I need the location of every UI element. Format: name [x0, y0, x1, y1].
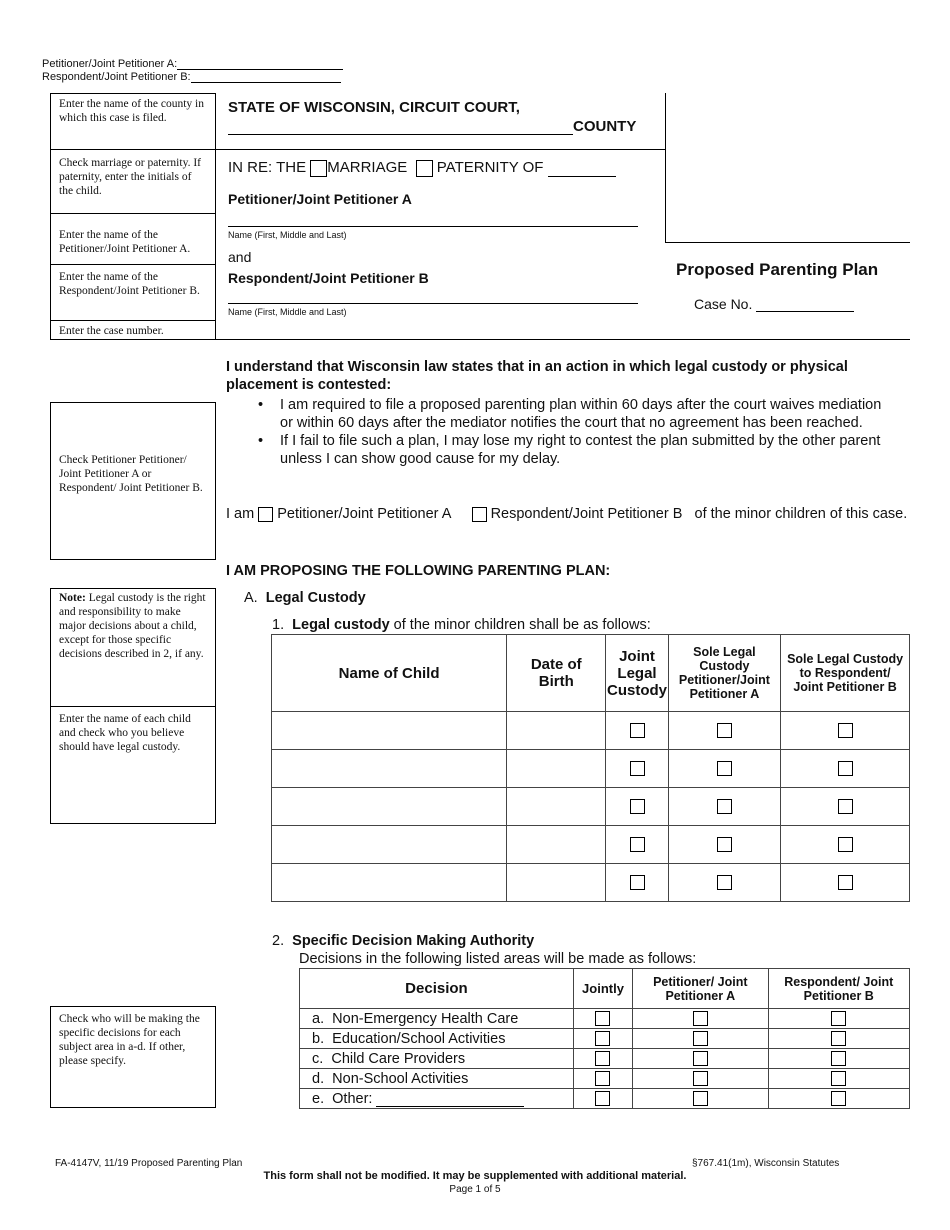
custody-col-sole-b: Sole Legal Custody to Respondent/ Joint Petitioner B: [781, 635, 910, 712]
sidebar-caseno-note: [51, 321, 215, 341]
custody-row: [272, 788, 910, 826]
case-number-input[interactable]: [756, 299, 854, 312]
child-dob-cell[interactable]: [507, 864, 606, 902]
paternity-checkbox[interactable]: [416, 160, 433, 177]
sole-a-cell: [668, 750, 780, 788]
respondent-checkbox[interactable]: [831, 1091, 846, 1106]
joint-checkbox[interactable]: [630, 723, 645, 738]
caption-box-bottom: [665, 242, 910, 243]
paternity-initials-input[interactable]: [548, 162, 616, 177]
custody-col-joint: Joint Legal Custody: [606, 635, 668, 712]
other-decision-input[interactable]: [376, 1094, 524, 1107]
decision-row: [300, 1049, 910, 1069]
decision-label: Child Care Providers: [331, 1050, 466, 1067]
sidebar-county-text: Enter the name of the county in which this case is filed.: [59, 98, 204, 124]
respondent-b-option: Respondent/Joint Petitioner B: [490, 506, 683, 522]
jointly-checkbox[interactable]: [595, 1031, 610, 1046]
footer-notice: This form shall not be modified. It may be supplemented with additional material.: [263, 1170, 687, 1182]
item-1-text: of the minor children shall be as follows:: [389, 617, 651, 633]
custody-row: [272, 750, 910, 788]
custody-side-notes: [50, 588, 216, 824]
decision-col-respondent: Respondent/ Joint Petitioner B: [768, 969, 909, 1009]
court-label: STATE OF WISCONSIN, CIRCUIT COURT,: [228, 99, 520, 116]
section-a-title: Legal Custody: [265, 590, 366, 606]
joint-checkbox[interactable]: [630, 837, 645, 852]
jointly-cell: [573, 1049, 632, 1069]
petitioner-name-hint: Name (First, Middle and Last): [228, 230, 347, 240]
child-dob-cell[interactable]: [507, 826, 606, 864]
respondent-checkbox[interactable]: [831, 1071, 846, 1086]
item-1-number: 1.: [272, 617, 285, 633]
decision-label-cell: [300, 1089, 574, 1109]
paternity-label: PATERNITY OF: [436, 159, 544, 176]
sidebar-respondent-note: [51, 265, 215, 321]
sidebar-petitioner-note: [51, 214, 215, 265]
decision-letter: b.: [312, 1030, 325, 1047]
decision-label-cell: [300, 1009, 574, 1029]
joint-cell: [606, 788, 668, 826]
child-dob-cell[interactable]: [507, 788, 606, 826]
child-dob-cell[interactable]: [507, 750, 606, 788]
footer-page: Page 1 of 5: [449, 1184, 501, 1195]
decision-label: Non-Emergency Health Care: [332, 1010, 519, 1027]
sidebar-marriage-text: Check marriage or paternity. If paternity, enter the initials of the child.: [59, 157, 201, 197]
county-line: [228, 118, 636, 135]
bullet-item: [258, 432, 888, 468]
footer-form-id: FA-4147V, 11/19 Proposed Parenting Plan: [55, 1158, 243, 1169]
custody-col-sole-a: Sole Legal Custody Petitioner/Joint Petitioner A: [668, 635, 780, 712]
respondent-header-label: Respondent/Joint Petitioner B:: [42, 71, 191, 83]
footer-statute: §767.41(1m), Wisconsin Statutes: [692, 1158, 840, 1169]
decision-label: Other:: [332, 1090, 373, 1107]
sole-b-cell: [781, 864, 910, 902]
case-number-label: Case No.: [694, 296, 753, 312]
sole-a-checkbox[interactable]: [717, 799, 732, 814]
sidebar-caseno-text: Enter the case number.: [59, 325, 164, 337]
item-2-title: Specific Decision Making Authority: [292, 933, 535, 949]
note-text: Legal custody is the right and responsibility to make major decisions about a child, except for those specific decisions described in 2, if any.: [59, 592, 206, 660]
sole-b-cell: [781, 750, 910, 788]
sole-b-checkbox[interactable]: [838, 837, 853, 852]
plan-heading: I AM PROPOSING THE FOLLOWING PARENTING PLAN:: [226, 563, 611, 579]
decision-col-jointly: Jointly: [573, 969, 632, 1009]
county-label: COUNTY: [573, 118, 637, 135]
child-name-cell[interactable]: [272, 750, 507, 788]
sidebar-county-note: [51, 94, 215, 150]
petitioner-checkbox[interactable]: [693, 1031, 708, 1046]
respondent-name-hint: Name (First, Middle and Last): [228, 307, 347, 317]
decision-row: [300, 1009, 910, 1029]
joint-cell: [606, 864, 668, 902]
sole-b-checkbox[interactable]: [838, 875, 853, 890]
decision-row: [300, 1089, 910, 1109]
enter-children-note: [51, 707, 215, 759]
caption-vertical-rule: [665, 93, 666, 243]
note-label: Note:: [59, 592, 86, 604]
respondent-b-label: Respondent/Joint Petitioner B: [228, 270, 429, 286]
sole-b-cell: [781, 788, 910, 826]
respondent-name-input[interactable]: [228, 303, 638, 304]
item-2-line: [272, 933, 534, 949]
intro-statement: I understand that Wisconsin law states that in an action in which legal custody or physical placement is contested:: [226, 359, 848, 393]
respondent-header: [42, 71, 341, 83]
decision-row: [300, 1029, 910, 1049]
case-number-line: [694, 296, 854, 312]
decision-row: [300, 1069, 910, 1089]
sole-a-cell: [668, 826, 780, 864]
decision-letter: a.: [312, 1010, 325, 1027]
sole-b-checkbox[interactable]: [838, 723, 853, 738]
respondent-cell: [768, 1069, 909, 1089]
child-dob-cell[interactable]: [507, 712, 606, 750]
caption-sidebar: [50, 93, 216, 340]
sole-a-checkbox[interactable]: [717, 723, 732, 738]
jointly-checkbox[interactable]: [595, 1051, 610, 1066]
sole-a-cell: [668, 864, 780, 902]
item-1-bold: Legal custody: [292, 617, 390, 633]
intro-side-text: Check Petitioner Petitioner/ Joint Petitioner A or Respondent/ Joint Petitioner B.: [59, 454, 203, 494]
petitioner-cell: [633, 1009, 768, 1029]
in-re-label: IN RE: THE: [228, 159, 307, 176]
decision-label-cell: [300, 1029, 574, 1049]
petitioner-header-label: Petitioner/Joint Petitioner A:: [42, 58, 178, 70]
petitioner-cell: [633, 1089, 768, 1109]
bullet-text: If I fail to file such a plan, I may lose my right to contest the plan submitted by the other parent unless I can show good cause for my delay.: [280, 433, 881, 467]
sole-a-cell: [668, 712, 780, 750]
petitioner-a-option: Petitioner/Joint Petitioner A: [277, 506, 452, 522]
decision-label: Non-School Activities: [332, 1070, 469, 1087]
i-am-tail: of the minor children of this case.: [694, 506, 908, 522]
jointly-cell: [573, 1009, 632, 1029]
decision-letter: e.: [312, 1090, 325, 1107]
enter-children-text: Enter the name of each child and check who you believe should have legal custody.: [59, 713, 191, 753]
petitioner-a-checkbox[interactable]: [258, 507, 273, 522]
child-name-cell[interactable]: [272, 826, 507, 864]
joint-checkbox[interactable]: [630, 799, 645, 814]
jointly-checkbox[interactable]: [595, 1011, 610, 1026]
marriage-checkbox[interactable]: [310, 160, 327, 177]
custody-row: [272, 826, 910, 864]
custody-header-row: [272, 635, 910, 712]
respondent-cell: [768, 1029, 909, 1049]
item-2-subtitle: Decisions in the following listed areas will be made as follows:: [299, 951, 697, 967]
decision-label: Education/School Activities: [332, 1030, 506, 1047]
child-name-cell[interactable]: [272, 864, 507, 902]
custody-table: [271, 634, 910, 902]
joint-cell: [606, 712, 668, 750]
child-name-cell[interactable]: [272, 712, 507, 750]
jointly-cell: [573, 1089, 632, 1109]
respondent-checkbox[interactable]: [831, 1051, 846, 1066]
custody-col-dob: Date of Birth: [507, 635, 606, 712]
caption-divider: [216, 149, 665, 150]
petitioner-header: [42, 58, 343, 70]
item-2-number: 2.: [272, 933, 285, 949]
sole-a-checkbox[interactable]: [717, 837, 732, 852]
petitioner-name-input[interactable]: [228, 226, 638, 227]
petitioner-cell: [633, 1029, 768, 1049]
decision-side-note: [50, 1006, 216, 1108]
decision-col-decision: Decision: [300, 969, 574, 1009]
and-label: and: [228, 249, 252, 265]
in-re-line: [228, 159, 616, 177]
bullet-icon: •: [258, 433, 264, 449]
marriage-label: MARRIAGE: [327, 159, 408, 176]
section-a-letter: A.: [244, 590, 258, 606]
petitioner-cell: [633, 1049, 768, 1069]
petitioner-checkbox[interactable]: [693, 1011, 708, 1026]
sidebar-respondent-text: Enter the name of the Respondent/Joint Petitioner B.: [59, 271, 200, 297]
decision-header-row: [300, 969, 910, 1009]
petitioner-cell: [633, 1069, 768, 1089]
petitioner-a-label: Petitioner/Joint Petitioner A: [228, 191, 412, 207]
child-name-cell[interactable]: [272, 788, 507, 826]
joint-checkbox[interactable]: [630, 761, 645, 776]
petitioner-checkbox[interactable]: [693, 1071, 708, 1086]
custody-row: [272, 864, 910, 902]
decision-letter: c.: [312, 1050, 324, 1067]
legal-custody-note: [51, 589, 215, 707]
decision-label-cell: [300, 1069, 574, 1089]
respondent-cell: [768, 1049, 909, 1069]
i-am-statement: [226, 505, 916, 523]
petitioner-checkbox[interactable]: [693, 1051, 708, 1066]
county-input[interactable]: [228, 118, 573, 135]
decision-letter: d.: [312, 1070, 325, 1087]
form-title: Proposed Parenting Plan: [676, 260, 879, 279]
intro-side-note: [50, 402, 216, 560]
sole-a-cell: [668, 788, 780, 826]
respondent-cell: [768, 1089, 909, 1109]
jointly-checkbox[interactable]: [595, 1091, 610, 1106]
decision-table: [299, 968, 910, 1109]
item-1-line: [272, 617, 651, 633]
section-a-heading: [244, 590, 366, 606]
decision-col-petitioner: Petitioner/ Joint Petitioner A: [633, 969, 768, 1009]
joint-cell: [606, 750, 668, 788]
sidebar-petitioner-text: Enter the name of the Petitioner/Joint Petitioner A.: [59, 229, 191, 255]
joint-checkbox[interactable]: [630, 875, 645, 890]
petitioner-header-field[interactable]: [177, 59, 343, 70]
jointly-cell: [573, 1029, 632, 1049]
sole-a-checkbox[interactable]: [717, 875, 732, 890]
sole-b-checkbox[interactable]: [838, 761, 853, 776]
caption-right-rule: [665, 339, 910, 340]
petitioner-checkbox[interactable]: [693, 1091, 708, 1106]
decision-label-cell: [300, 1049, 574, 1069]
respondent-checkbox[interactable]: [831, 1011, 846, 1026]
jointly-checkbox[interactable]: [595, 1071, 610, 1086]
bullet-text: I am required to file a proposed parenting plan within 60 days after the court waives mediation or within 60 days after the mediator notifies the court that no agreement has been reached.: [280, 397, 882, 431]
bullet-icon: •: [258, 397, 264, 413]
bullet-item: [258, 396, 888, 432]
i-am-label: I am: [226, 506, 255, 522]
jointly-cell: [573, 1069, 632, 1089]
intro-bullets: [258, 396, 888, 468]
sidebar-marriage-note: [51, 150, 215, 214]
sole-b-checkbox[interactable]: [838, 799, 853, 814]
respondent-checkbox[interactable]: [831, 1031, 846, 1046]
sole-b-cell: [781, 826, 910, 864]
custody-row: [272, 712, 910, 750]
respondent-cell: [768, 1009, 909, 1029]
sole-a-checkbox[interactable]: [717, 761, 732, 776]
decision-side-text: Check who will be making the specific decisions for each subject area in a-d. If other, please specify.: [59, 1013, 200, 1067]
joint-cell: [606, 826, 668, 864]
sole-b-cell: [781, 712, 910, 750]
custody-col-name: Name of Child: [272, 635, 507, 712]
respondent-header-field[interactable]: [191, 72, 341, 83]
respondent-b-checkbox[interactable]: [472, 507, 487, 522]
